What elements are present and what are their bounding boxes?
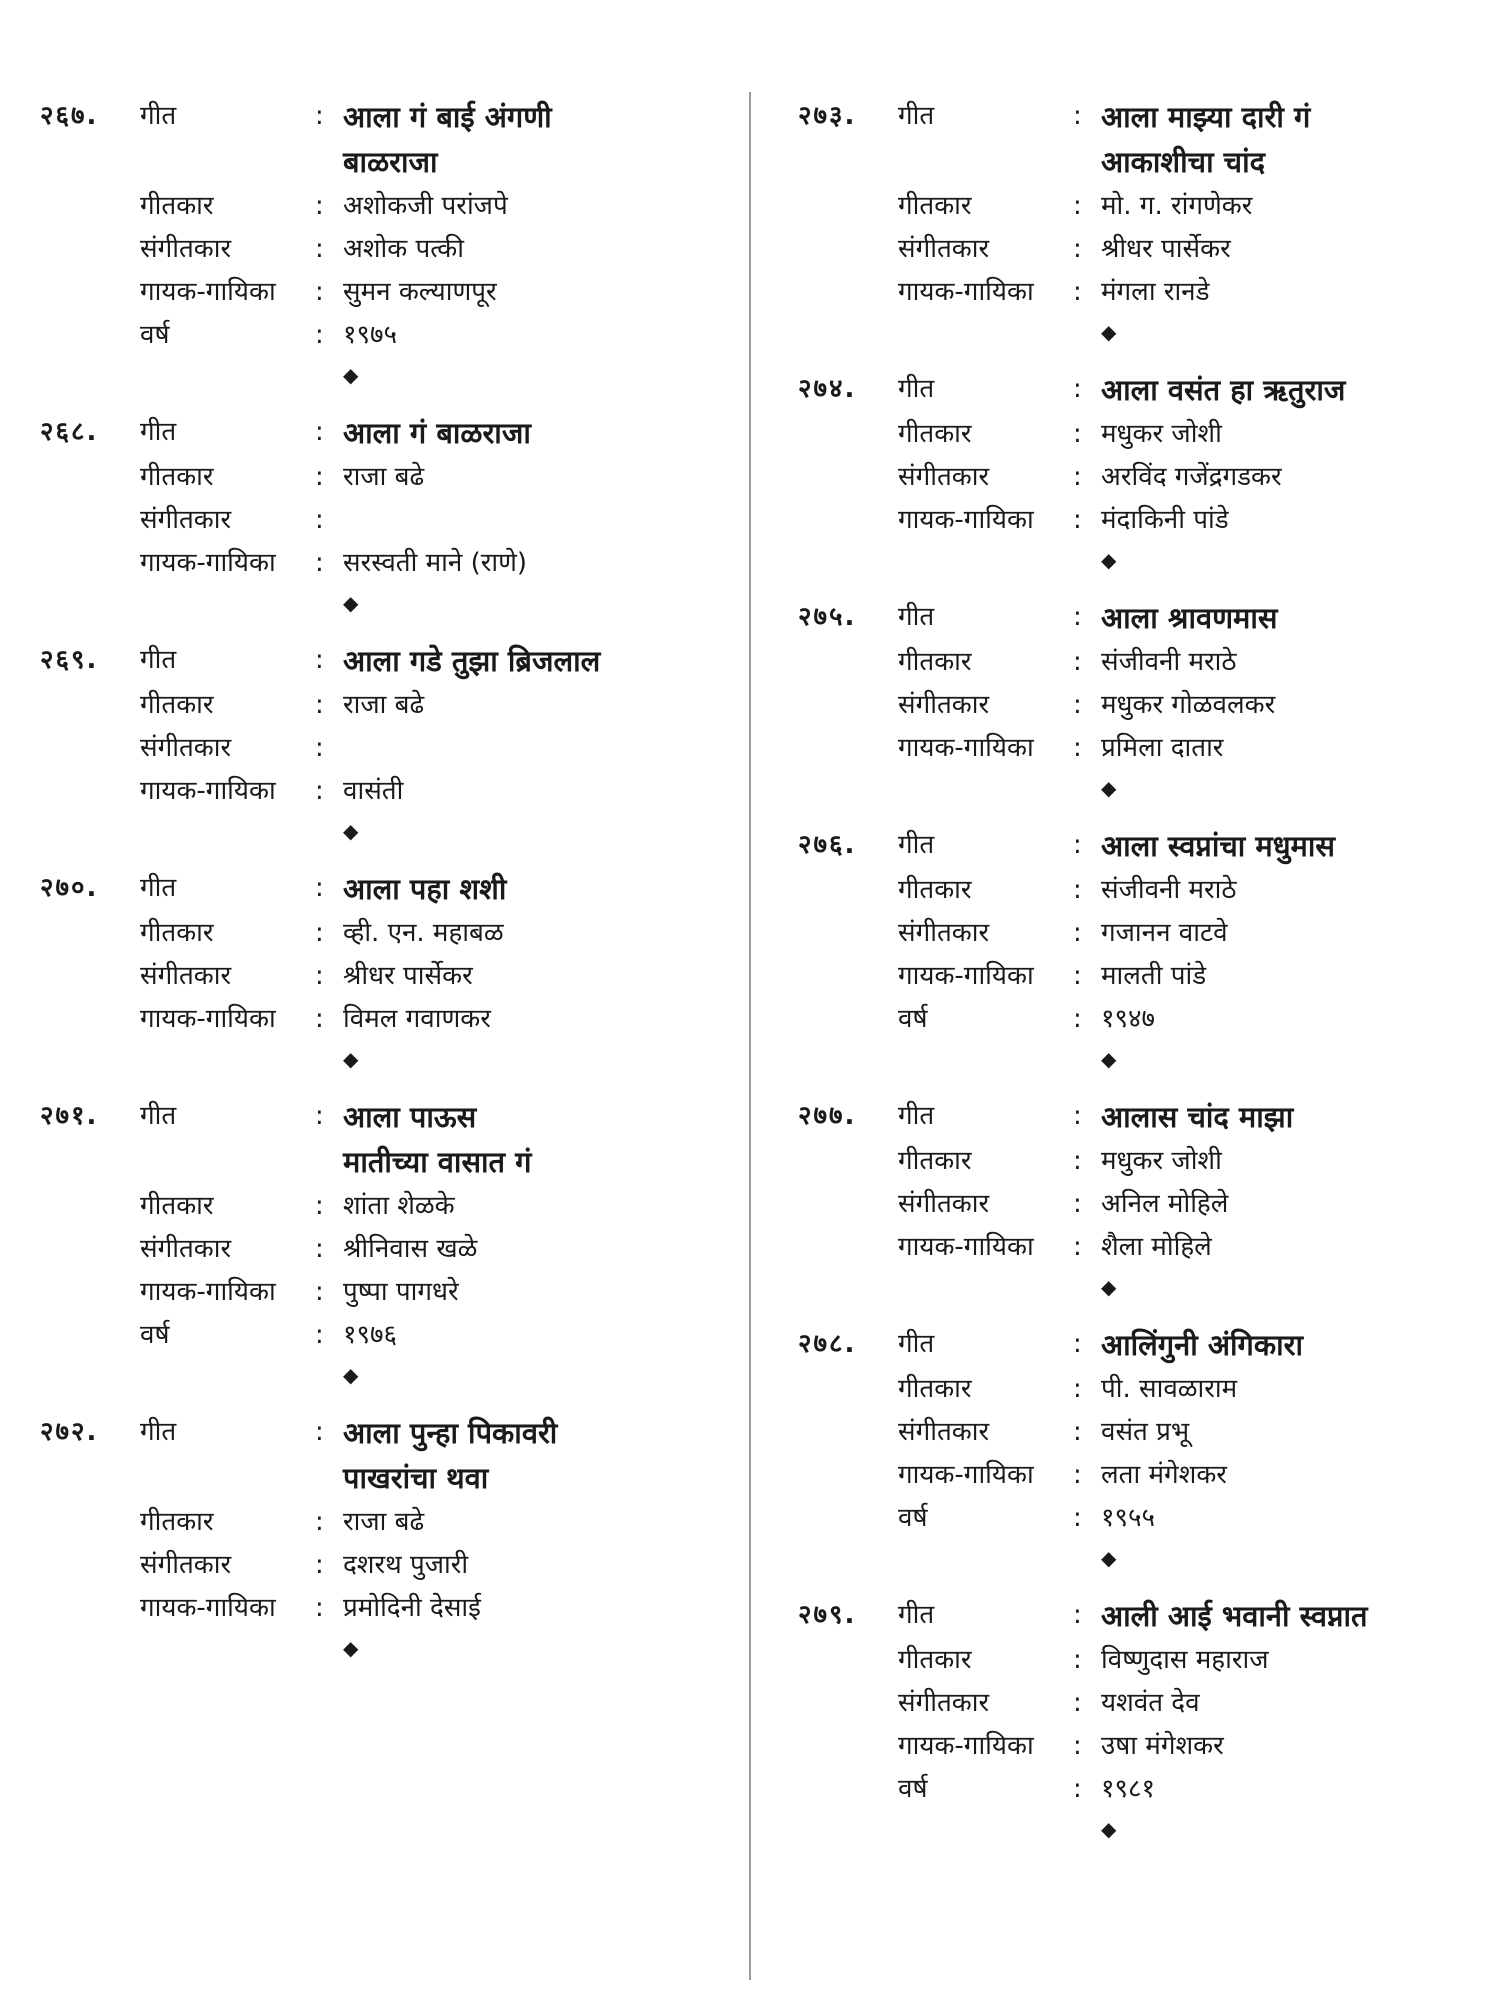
colon: :: [1073, 1774, 1082, 1804]
song-entry: [40, 1095, 720, 1401]
singer-value: लता मंगेशकर: [1101, 1460, 1227, 1490]
song-title-row: [40, 1095, 720, 1185]
lyricist-label: गीतकार: [140, 1191, 214, 1221]
colon: :: [1073, 1503, 1082, 1533]
song-title: आला माझ्या दारी गं आकाशीचा चांद: [1101, 100, 1311, 179]
singer-label: गायक-गायिका: [140, 548, 276, 578]
year-value: १९४७: [1101, 1004, 1156, 1034]
colon: :: [1073, 1645, 1082, 1675]
composer-value: श्रीधर पार्सेकर: [1101, 234, 1231, 264]
composer-value: गजानन वाटवे: [1101, 918, 1228, 948]
singer-label: गायक-गायिका: [140, 277, 276, 307]
song-title: आला गडे तुझा ब्रिजलाल: [343, 644, 601, 678]
composer-row: [40, 1228, 720, 1271]
lyricist-value: व्ही. एन. महाबळ: [343, 918, 504, 948]
year-label: वर्ष: [140, 320, 170, 350]
composer-value: दशरथ पुजारी: [343, 1550, 469, 1580]
colon: :: [1073, 277, 1082, 307]
separator-diamond: ◆: [1101, 320, 1117, 344]
singer-row: [798, 955, 1478, 998]
separator-diamond: ◆: [343, 1636, 359, 1660]
separator-diamond: ◆: [1101, 1817, 1117, 1841]
colon: :: [1073, 875, 1082, 905]
column-divider: [749, 92, 751, 1980]
singer-value: उषा मंगेशकर: [1101, 1731, 1224, 1761]
colon: :: [1073, 1688, 1082, 1718]
composer-row: [40, 228, 720, 271]
colon: :: [1073, 1731, 1082, 1761]
song-entry: [798, 824, 1478, 1085]
lyricist-row: [798, 641, 1478, 684]
separator-diamond: ◆: [1101, 1546, 1117, 1570]
composer-row: [40, 955, 720, 998]
colon: :: [1073, 1232, 1082, 1262]
lyricist-row: [40, 912, 720, 955]
colon: :: [1073, 918, 1082, 948]
year-value: १९७५: [343, 320, 398, 350]
colon: :: [315, 191, 324, 221]
colon: :: [315, 961, 324, 991]
song-label: गीत: [898, 602, 935, 632]
song-label: गीत: [898, 101, 935, 131]
lyricist-row: [40, 1185, 720, 1228]
song-title: आला वसंत हा ऋतुराज: [1101, 373, 1346, 407]
year-label: वर्ष: [898, 1503, 928, 1533]
separator-diamond: ◆: [1101, 1047, 1117, 1071]
colon: :: [1073, 647, 1082, 677]
song-title: आला स्वप्नांचा मधुमास: [1101, 829, 1335, 863]
colon: :: [315, 505, 324, 535]
lyricist-row: [40, 185, 720, 228]
song-title: आला पाऊस मातीच्या वासात गं: [343, 1100, 532, 1179]
song-title: आलिंगुनी अंगिकारा: [1101, 1328, 1303, 1362]
entry-number: २६९.: [40, 645, 99, 675]
singer-label: गायक-गायिका: [898, 277, 1034, 307]
colon: :: [1073, 1004, 1082, 1034]
colon: :: [1073, 602, 1082, 632]
song-entry: [798, 95, 1478, 358]
singer-row: [798, 499, 1478, 542]
separator-diamond: ◆: [343, 1047, 359, 1071]
entry-number: २७३.: [798, 101, 857, 131]
song-title-row: [40, 411, 720, 456]
colon: :: [1073, 733, 1082, 763]
colon: :: [1073, 1600, 1082, 1630]
entry-number: २७८.: [798, 1329, 857, 1359]
song-label: गीत: [140, 1101, 177, 1131]
song-entry: [40, 95, 720, 401]
colon: :: [1073, 1460, 1082, 1490]
song-entry: [40, 411, 720, 629]
song-entry: [40, 867, 720, 1085]
lyricist-row: [798, 1368, 1478, 1411]
song-title-row: [40, 867, 720, 912]
song-title-row: [798, 824, 1478, 869]
colon: :: [315, 1320, 324, 1350]
colon: :: [315, 1550, 324, 1580]
entry-number: २७५.: [798, 602, 857, 632]
song-entry: [40, 1411, 720, 1674]
song-label: गीत: [898, 374, 935, 404]
lyricist-row: [798, 1639, 1478, 1682]
lyricist-row: [798, 185, 1478, 228]
singer-label: गायक-गायिका: [140, 776, 276, 806]
lyricist-value: संजीवनी मराठे: [1101, 647, 1237, 677]
year-row: [798, 1497, 1478, 1540]
singer-value: सुमन कल्याणपूर: [343, 277, 497, 307]
separator-diamond: ◆: [343, 819, 359, 843]
lyricist-label: गीतकार: [898, 647, 972, 677]
colon: :: [315, 234, 324, 264]
singer-row: [40, 542, 720, 585]
singer-value: पुष्पा पागधरे: [343, 1277, 459, 1307]
composer-row: [798, 684, 1478, 727]
song-title-row: [798, 368, 1478, 413]
composer-row: [40, 499, 720, 542]
singer-row: [40, 1587, 720, 1630]
singer-value: सरस्वती माने (राणे): [343, 548, 528, 578]
song-title-row: [798, 1594, 1478, 1639]
song-entry: [798, 596, 1478, 814]
song-entry: [798, 1594, 1478, 1855]
entry-number: २७७.: [798, 1101, 857, 1131]
composer-value: अरविंद गजेंद्रगडकर: [1101, 462, 1282, 492]
colon: :: [1073, 1417, 1082, 1447]
song-title-row: [798, 1095, 1478, 1140]
year-row: [798, 998, 1478, 1041]
singer-label: गायक-गायिका: [898, 1460, 1034, 1490]
lyricist-label: गीतकार: [140, 191, 214, 221]
singer-row: [40, 1271, 720, 1314]
composer-row: [798, 456, 1478, 499]
composer-row: [798, 228, 1478, 271]
composer-row: [798, 912, 1478, 955]
entry-number: २६७.: [40, 101, 99, 131]
singer-label: गायक-गायिका: [140, 1004, 276, 1034]
lyricist-row: [798, 413, 1478, 456]
song-title: आला पुन्हा पिकावरी पाखरांचा थवा: [343, 1416, 558, 1495]
colon: :: [315, 645, 324, 675]
colon: :: [1073, 1329, 1082, 1359]
lyricist-label: गीतकार: [898, 1374, 972, 1404]
song-title-row: [40, 639, 720, 684]
entry-number: २७२.: [40, 1417, 99, 1447]
colon: :: [315, 1593, 324, 1623]
composer-label: संगीतकार: [898, 1189, 990, 1219]
lyricist-value: संजीवनी मराठे: [1101, 875, 1237, 905]
colon: :: [1073, 191, 1082, 221]
lyricist-row: [798, 1140, 1478, 1183]
colon: :: [315, 101, 324, 131]
entry-number: २७९.: [798, 1600, 857, 1630]
composer-label: संगीतकार: [140, 961, 232, 991]
singer-label: गायक-गायिका: [898, 505, 1034, 535]
lyricist-label: गीतकार: [898, 1645, 972, 1675]
composer-label: संगीतकार: [898, 690, 990, 720]
song-label: गीत: [898, 1101, 935, 1131]
colon: :: [315, 320, 324, 350]
composer-row: [798, 1411, 1478, 1454]
colon: :: [1073, 1146, 1082, 1176]
separator-diamond: ◆: [343, 363, 359, 387]
lyricist-value: विष्णुदास महाराज: [1101, 1645, 1269, 1675]
composer-row: [798, 1183, 1478, 1226]
colon: :: [1073, 374, 1082, 404]
song-entry: [798, 1095, 1478, 1313]
lyricist-row: [40, 684, 720, 727]
song-entry: [798, 368, 1478, 586]
singer-value: मंदाकिनी पांडे: [1101, 505, 1229, 535]
composer-label: संगीतकार: [898, 234, 990, 264]
composer-row: [40, 727, 720, 770]
composer-row: [40, 1544, 720, 1587]
entry-number: २७१.: [40, 1101, 99, 1131]
year-row: [40, 1314, 720, 1357]
singer-row: [798, 1454, 1478, 1497]
right-column: [798, 95, 1478, 1865]
song-label: गीत: [140, 417, 177, 447]
singer-row: [798, 271, 1478, 314]
year-value: १९८१: [1101, 1774, 1156, 1804]
lyricist-label: गीतकार: [898, 1146, 972, 1176]
colon: :: [1073, 1189, 1082, 1219]
song-title-row: [40, 1411, 720, 1501]
composer-label: संगीतकार: [140, 1234, 232, 1264]
lyricist-label: गीतकार: [140, 690, 214, 720]
singer-value: मालती पांडे: [1101, 961, 1207, 991]
year-row: [40, 314, 720, 357]
singer-label: गायक-गायिका: [140, 1593, 276, 1623]
song-label: गीत: [898, 1600, 935, 1630]
singer-row: [798, 1725, 1478, 1768]
song-label: गीत: [140, 873, 177, 903]
composer-value: मधुकर गोळवलकर: [1101, 690, 1276, 720]
colon: :: [1073, 1101, 1082, 1131]
song-label: गीत: [140, 101, 177, 131]
singer-label: गायक-गायिका: [898, 733, 1034, 763]
colon: :: [1073, 690, 1082, 720]
singer-value: शैला मोहिले: [1101, 1232, 1212, 1262]
song-title-row: [798, 596, 1478, 641]
separator-diamond: ◆: [1101, 776, 1117, 800]
colon: :: [1073, 462, 1082, 492]
lyricist-value: मो. ग. रांगणेकर: [1101, 191, 1253, 221]
lyricist-label: गीतकार: [140, 462, 214, 492]
composer-row: [798, 1682, 1478, 1725]
composer-label: संगीतकार: [898, 918, 990, 948]
singer-value: मंगला रानडे: [1101, 277, 1210, 307]
composer-value: श्रीधर पार्सेकर: [343, 961, 473, 991]
song-label: गीत: [898, 830, 935, 860]
lyricist-value: पी. सावळाराम: [1101, 1374, 1238, 1404]
lyricist-value: राजा बढे: [343, 690, 425, 720]
colon: :: [315, 548, 324, 578]
song-entry: [798, 1323, 1478, 1584]
colon: :: [1073, 234, 1082, 264]
entry-number: २७४.: [798, 374, 857, 404]
colon: :: [1073, 830, 1082, 860]
song-title-row: [40, 95, 720, 185]
composer-value: वसंत प्रभू: [1101, 1417, 1190, 1447]
lyricist-value: मधुकर जोशी: [1101, 419, 1222, 449]
song-title: आला गं बाळराजा: [343, 416, 531, 450]
year-label: वर्ष: [898, 1774, 928, 1804]
colon: :: [315, 733, 324, 763]
song-title: आली आई भवानी स्वप्नात: [1101, 1599, 1368, 1633]
song-entry: [40, 639, 720, 857]
colon: :: [315, 1507, 324, 1537]
year-value: १९५५: [1101, 1503, 1156, 1533]
singer-row: [40, 998, 720, 1041]
colon: :: [315, 417, 324, 447]
colon: :: [315, 277, 324, 307]
year-label: वर्ष: [898, 1004, 928, 1034]
colon: :: [1073, 419, 1082, 449]
left-column: [40, 95, 720, 1684]
separator-diamond: ◆: [343, 591, 359, 615]
singer-label: गायक-गायिका: [898, 961, 1034, 991]
composer-value: यशवंत देव: [1101, 1688, 1200, 1718]
singer-row: [798, 1226, 1478, 1269]
song-title: आला श्रावणमास: [1101, 601, 1278, 635]
colon: :: [315, 873, 324, 903]
composer-label: संगीतकार: [898, 1688, 990, 1718]
composer-label: संगीतकार: [140, 733, 232, 763]
entry-number: २७०.: [40, 873, 99, 903]
lyricist-row: [40, 456, 720, 499]
lyricist-value: राजा बढे: [343, 462, 425, 492]
song-label: गीत: [898, 1329, 935, 1359]
lyricist-value: शांता शेळके: [343, 1191, 455, 1221]
lyricist-row: [40, 1501, 720, 1544]
singer-row: [40, 271, 720, 314]
colon: :: [315, 462, 324, 492]
colon: :: [1073, 505, 1082, 535]
year-row: [798, 1768, 1478, 1811]
lyricist-label: गीतकार: [898, 419, 972, 449]
composer-value: अनिल मोहिले: [1101, 1189, 1229, 1219]
singer-value: प्रमिला दातार: [1101, 733, 1224, 763]
colon: :: [315, 690, 324, 720]
colon: :: [315, 1191, 324, 1221]
colon: :: [1073, 101, 1082, 131]
singer-row: [40, 770, 720, 813]
song-label: गीत: [140, 1417, 177, 1447]
song-title-row: [798, 1323, 1478, 1368]
year-label: वर्ष: [140, 1320, 170, 1350]
song-label: गीत: [140, 645, 177, 675]
separator-diamond: ◆: [1101, 548, 1117, 572]
lyricist-label: गीतकार: [140, 1507, 214, 1537]
song-title: आला गं बाई अंगणी बाळराजा: [343, 100, 552, 179]
lyricist-label: गीतकार: [140, 918, 214, 948]
separator-diamond: ◆: [1101, 1275, 1117, 1299]
composer-label: संगीतकार: [140, 234, 232, 264]
lyricist-row: [798, 869, 1478, 912]
lyricist-value: मधुकर जोशी: [1101, 1146, 1222, 1176]
lyricist-label: गीतकार: [898, 191, 972, 221]
composer-label: संगीतकार: [898, 1417, 990, 1447]
song-title-row: [798, 95, 1478, 185]
composer-label: संगीतकार: [140, 505, 232, 535]
colon: :: [315, 1277, 324, 1307]
song-title: आला पहा शशी: [343, 872, 507, 906]
lyricist-label: गीतकार: [898, 875, 972, 905]
lyricist-value: अशोकजी परांजपे: [343, 191, 508, 221]
colon: :: [1073, 1374, 1082, 1404]
colon: :: [315, 918, 324, 948]
separator-diamond: ◆: [343, 1363, 359, 1387]
composer-label: संगीतकार: [898, 462, 990, 492]
composer-value: अशोक पत्की: [343, 234, 465, 264]
entry-number: २७६.: [798, 830, 857, 860]
singer-label: गायक-गायिका: [898, 1232, 1034, 1262]
composer-label: संगीतकार: [140, 1550, 232, 1580]
song-title: आलास चांद माझा: [1101, 1100, 1294, 1134]
singer-row: [798, 727, 1478, 770]
colon: :: [1073, 961, 1082, 991]
colon: :: [315, 1234, 324, 1264]
singer-value: प्रमोदिनी देसाई: [343, 1593, 481, 1623]
colon: :: [315, 1417, 324, 1447]
colon: :: [315, 776, 324, 806]
colon: :: [315, 1101, 324, 1131]
lyricist-value: राजा बढे: [343, 1507, 425, 1537]
singer-label: गायक-गायिका: [140, 1277, 276, 1307]
colon: :: [315, 1004, 324, 1034]
year-value: १९७६: [343, 1320, 398, 1350]
singer-label: गायक-गायिका: [898, 1731, 1034, 1761]
entry-number: २६८.: [40, 417, 99, 447]
singer-value: वासंती: [343, 776, 404, 806]
composer-value: श्रीनिवास खळे: [343, 1234, 478, 1264]
singer-value: विमल गवाणकर: [343, 1004, 491, 1034]
